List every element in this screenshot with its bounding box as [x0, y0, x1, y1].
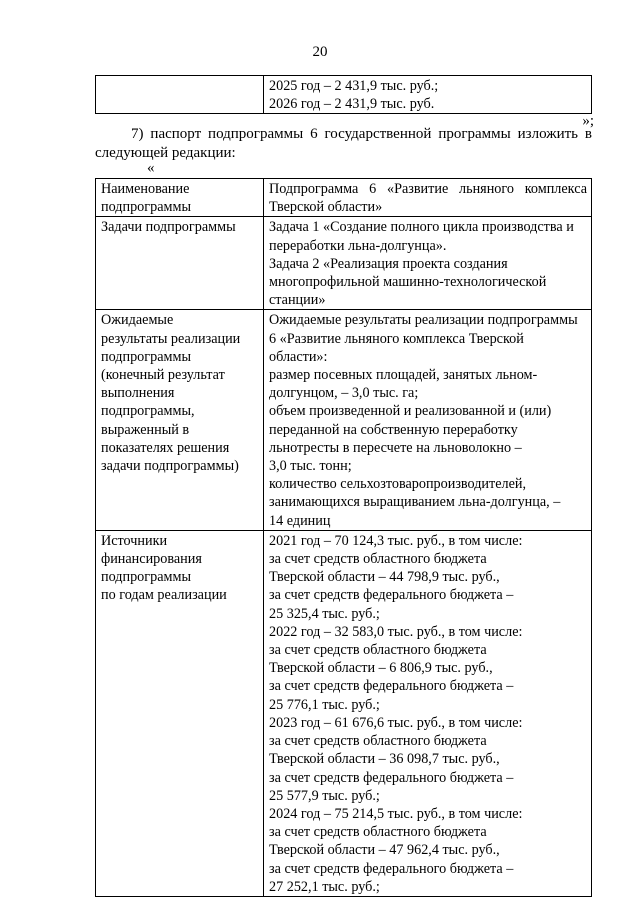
table-line: за счет средств федерального бюджета – [269, 769, 514, 786]
table-cell-value [264, 530, 592, 896]
table-line: 25 325,4 тыс. руб.; [269, 605, 380, 622]
table-line: Задача 2 «Реализация проекта создания [269, 255, 508, 272]
opening-quote-mark: « [147, 160, 155, 176]
table-line: Источники [101, 532, 168, 549]
table-line: Задача 1 «Создание полного цикла производства и [269, 219, 574, 236]
table-line: за счет средств областного бюджета [269, 733, 487, 750]
table-cell-value [264, 76, 592, 114]
table-row [96, 179, 592, 217]
table-line: Тверской области – 44 798,9 тыс. руб., [269, 569, 500, 586]
intro-line: следующей редакции: [95, 145, 236, 161]
table-line: 2021 год – 70 124,3 тыс. руб., в том числе: [269, 532, 523, 549]
table-line: Наименование [101, 181, 190, 197]
table-line: 14 единиц [269, 512, 331, 529]
table-line: 2023 год – 61 676,6 тыс. руб., в том числе: [269, 714, 523, 731]
table-cell-value [264, 310, 592, 530]
table-line: занимающихся выращиванием льна-долгунца, – [269, 494, 561, 511]
table-line: за счет средств федерального бюджета – [269, 860, 514, 877]
table-line: показателях решения [101, 439, 230, 456]
table-line: 2026 год – 2 431,9 тыс. руб. [269, 96, 435, 113]
table-line: Тверской области – 36 098,7 тыс. руб., [269, 751, 500, 768]
table-cell-label [96, 310, 264, 530]
closing-quote-mark: »; [582, 113, 594, 129]
table-line: многопрофильной машинно-технологической [269, 274, 547, 291]
table-cell-value [264, 179, 592, 217]
table-line: переданной на собственную переработку [269, 421, 518, 438]
table-line: Ожидаемые результаты реализации подпрограммы [269, 312, 578, 329]
table-line: размер посевных площадей, занятых льном- [269, 367, 538, 384]
table-line: за счет средств федерального бюджета – [269, 678, 514, 695]
table-line: подпрограммы [101, 348, 191, 365]
table-line: Подпрограмма 6 «Развитие льняного комплекса [269, 181, 587, 197]
table-line: переработки льна-долгунца». [269, 237, 447, 254]
table-cell-label [96, 530, 264, 896]
previous-table-continuation [95, 75, 592, 114]
table-line: подпрограммы [101, 569, 191, 586]
table-line: подпрограммы, [101, 403, 195, 420]
table-line: Тверской области» [269, 199, 383, 216]
table-line: за счет средств областного бюджета [269, 551, 487, 568]
table-line: 27 252,1 тыс. руб.; [269, 878, 380, 895]
table-line: Тверской области – 6 806,9 тыс. руб., [269, 660, 493, 677]
table-cell-label [96, 179, 264, 217]
table-line: долгунцом, – 3,0 тыс. га; [269, 385, 419, 402]
table-cell-value [264, 217, 592, 310]
table-line: количество сельхозтоваропроизводителей, [269, 476, 527, 493]
table-line: результаты реализации [101, 330, 241, 347]
table-line: Тверской области – 47 962,4 тыс. руб., [269, 842, 500, 859]
table-line: 6 «Развитие льняного комплекса Тверской [269, 330, 524, 347]
table-line: области»: [269, 348, 328, 365]
table-row [96, 310, 592, 530]
table-line: за счет средств областного бюджета [269, 824, 487, 841]
intro-paragraph [95, 125, 592, 163]
table-line: задачи подпрограммы) [101, 458, 239, 475]
table-line: станции» [269, 292, 326, 309]
table-line: 2024 год – 75 214,5 тыс. руб., в том числе: [269, 805, 523, 822]
table-row [96, 217, 592, 310]
table-line: Ожидаемые [101, 312, 174, 329]
table-line: (конечный результат [101, 367, 225, 384]
table-line: за счет средств федерального бюджета – [269, 587, 514, 604]
table-line: подпрограммы [101, 199, 191, 216]
table-row [96, 530, 592, 896]
page-number: 20 [312, 44, 328, 60]
table-line: финансирования [101, 551, 202, 568]
table-line: выраженный в [101, 421, 190, 438]
table-cell-empty [96, 76, 264, 114]
table-line: за счет средств областного бюджета [269, 642, 487, 659]
table-line: 3,0 тыс. тонн; [269, 458, 352, 475]
table-line: 25 577,9 тыс. руб.; [269, 787, 380, 804]
table-row [96, 76, 592, 114]
table-line: 2022 год – 32 583,0 тыс. руб., в том числе: [269, 623, 523, 640]
table-line: объем произведенной и реализованной и (или) [269, 403, 552, 420]
table-line: льнотресты в пересчете на льноволокно – [269, 439, 522, 456]
subprogram-passport-table [95, 178, 592, 897]
table-line: выполнения [101, 385, 175, 402]
table-line: 25 776,1 тыс. руб.; [269, 696, 380, 713]
table-line: по годам реализации [101, 587, 227, 604]
table-line: Задачи подпрограммы [101, 219, 236, 236]
table-line: 2025 год – 2 431,9 тыс. руб.; [269, 78, 439, 94]
intro-line: 7) паспорт подпрограммы 6 государственной программы изложить в [131, 126, 592, 142]
table-cell-label [96, 217, 264, 310]
